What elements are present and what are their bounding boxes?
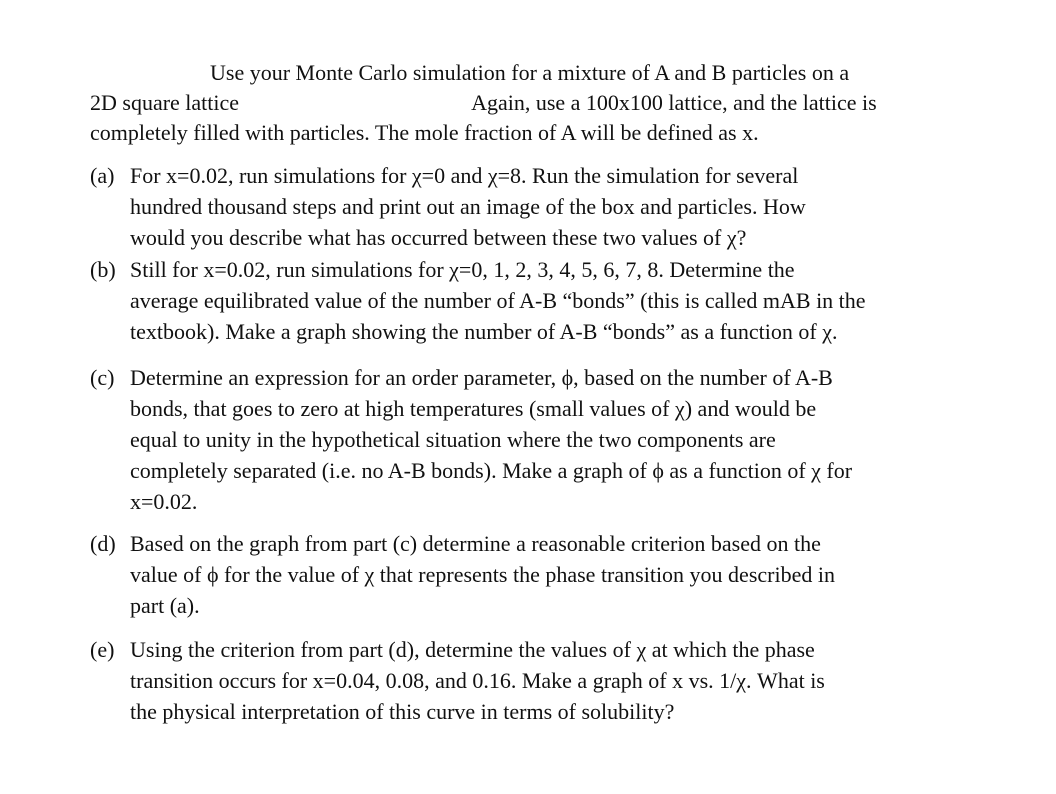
intro-paragraph bbox=[90, 58, 990, 148]
item-line: would you describe what has occurred between these two values of χ? bbox=[130, 225, 747, 250]
item-line: textbook). Make a graph showing the number of A-B “bonds” as a function of χ. bbox=[130, 319, 838, 344]
intro-line-part: 2D square lattice bbox=[90, 90, 240, 115]
item-line: x=0.02. bbox=[130, 489, 198, 514]
item-label: (c) bbox=[90, 365, 115, 390]
item-line: value of ϕ for the value of χ that represents the phase transition you described in bbox=[130, 562, 835, 587]
item-body bbox=[130, 362, 990, 517]
item-line: Using the criterion from part (d), determine the values of χ at which the phase bbox=[130, 637, 815, 662]
item-label: (e) bbox=[90, 637, 115, 662]
item-line: Still for x=0.02, run simulations for χ=0, 1, 2, 3, 4, 5, 6, 7, 8. Determine the bbox=[130, 257, 795, 282]
item-body bbox=[130, 254, 990, 347]
intro-line bbox=[90, 88, 990, 118]
item-line: completely separated (i.e. no A-B bonds). Make a graph of ϕ as a function of χ for bbox=[130, 458, 853, 483]
item-label: (d) bbox=[90, 531, 116, 556]
item-line: Based on the graph from part (c) determine a reasonable criterion based on the bbox=[130, 531, 821, 556]
item-line: For x=0.02, run simulations for χ=0 and χ=8. Run the simulation for several bbox=[130, 163, 799, 188]
item-line: average equilibrated value of the number of A-B “bonds” (this is called mAB in the bbox=[130, 288, 866, 313]
item-body bbox=[130, 634, 990, 727]
item-label: (b) bbox=[90, 257, 116, 282]
item-line: equal to unity in the hypothetical situation where the two components are bbox=[130, 427, 776, 452]
item-line: Determine an expression for an order parameter, ϕ, based on the number of A-B bbox=[130, 365, 833, 390]
item-line: the physical interpretation of this curve in terms of solubility? bbox=[130, 699, 675, 724]
item-body bbox=[130, 528, 990, 621]
intro-line: completely filled with particles. The mole fraction of A will be defined as x. bbox=[90, 120, 759, 145]
item-line: bonds, that goes to zero at high temperatures (small values of χ) and would be bbox=[130, 396, 817, 421]
item-body bbox=[130, 160, 990, 253]
intro-line-part: Again, use a 100x100 lattice, and the lattice is bbox=[471, 90, 877, 115]
item-line: part (a). bbox=[130, 593, 200, 618]
item-line: hundred thousand steps and print out an image of the box and particles. How bbox=[130, 194, 806, 219]
item-line: transition occurs for x=0.04, 0.08, and 0.16. Make a graph of x vs. 1/χ. What is bbox=[130, 668, 825, 693]
item-label: (a) bbox=[90, 163, 115, 188]
intro-line: Use your Monte Carlo simulation for a mixture of A and B particles on a bbox=[210, 60, 850, 85]
